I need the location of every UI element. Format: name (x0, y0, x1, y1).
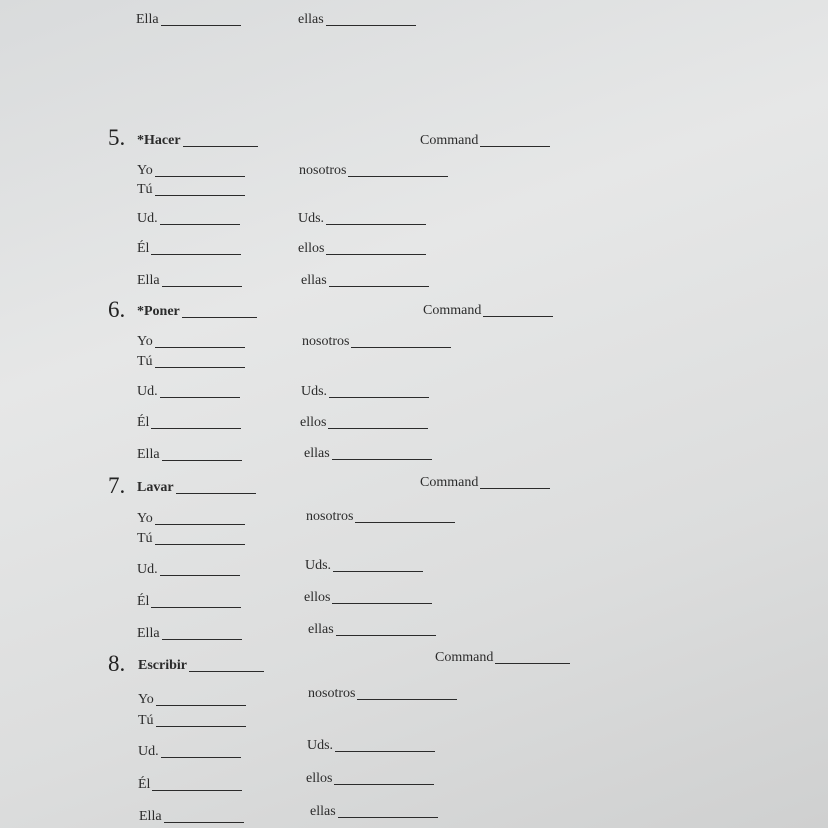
yo-row (137, 511, 245, 527)
verb-label: *Hacer (137, 133, 181, 148)
answer-blank[interactable] (338, 816, 438, 818)
el-row (137, 241, 241, 257)
section-number: 6. (108, 297, 126, 322)
answer-blank[interactable] (155, 543, 245, 545)
pronoun-label: ellas (308, 622, 334, 637)
answer-blank[interactable] (162, 285, 242, 287)
answer-blank[interactable] (151, 253, 241, 255)
verb-row (137, 480, 256, 496)
answer-blank[interactable] (334, 783, 434, 785)
command-row (420, 133, 550, 149)
answer-blank[interactable] (160, 396, 240, 398)
pronoun-label: ellas (301, 273, 327, 288)
answer-blank[interactable] (348, 175, 448, 177)
pronoun-label: Yo (138, 692, 154, 707)
pronoun-label: nosotros (299, 163, 347, 178)
answer-blank[interactable] (328, 427, 428, 429)
pronoun-label: ellos (300, 415, 327, 430)
section-number: 7. (108, 473, 126, 498)
command-blank[interactable] (495, 662, 570, 664)
pronoun-label: Yo (137, 511, 153, 526)
verb-blank[interactable] (189, 670, 264, 672)
command-row (435, 650, 570, 666)
ellas-row (301, 273, 429, 289)
pronoun-label: Él (137, 594, 150, 609)
top-ellas-row (298, 12, 416, 28)
verb-blank[interactable] (176, 492, 256, 494)
pronoun-label: Él (137, 241, 150, 256)
answer-blank[interactable] (329, 396, 429, 398)
answer-blank[interactable] (151, 427, 241, 429)
pronoun-label: Uds. (301, 384, 328, 399)
uds-row (301, 384, 429, 400)
answer-blank[interactable] (357, 698, 457, 700)
command-label: Command (435, 650, 494, 665)
nosotros-row (302, 334, 451, 350)
ud-row (137, 384, 240, 400)
ellas-row (308, 622, 436, 638)
answer-blank[interactable] (351, 346, 451, 348)
answer-blank[interactable] (161, 24, 241, 26)
pronoun-label: ellas (304, 446, 330, 461)
pronoun-label: Ella (136, 12, 159, 27)
pronoun-label: nosotros (302, 334, 350, 349)
answer-blank[interactable] (336, 634, 436, 636)
ella-row (137, 626, 242, 642)
ellos-row (304, 590, 432, 606)
verb-row (138, 658, 264, 674)
tu-row (137, 531, 245, 547)
ellas-row (304, 446, 432, 462)
pronoun-label: Uds. (298, 211, 325, 226)
el-row (138, 777, 242, 793)
answer-blank[interactable] (164, 821, 244, 823)
command-blank[interactable] (480, 487, 550, 489)
answer-blank[interactable] (152, 789, 242, 791)
ellos-row (300, 415, 428, 431)
pronoun-label: Uds. (307, 738, 334, 753)
answer-blank[interactable] (355, 521, 455, 523)
pronoun-label: ellas (298, 12, 324, 27)
command-blank[interactable] (480, 145, 550, 147)
tu-row (138, 713, 246, 729)
pronoun-label: ellos (304, 590, 331, 605)
nosotros-row (308, 686, 457, 702)
answer-blank[interactable] (326, 223, 426, 225)
answer-blank[interactable] (160, 223, 240, 225)
pronoun-label: Ud. (137, 384, 158, 399)
verb-label: *Poner (137, 304, 180, 319)
pronoun-label: Ella (137, 626, 160, 641)
ella-row (139, 809, 244, 825)
section-number: 5. (108, 125, 126, 150)
pronoun-label: Él (138, 777, 151, 792)
command-label: Command (423, 303, 482, 318)
pronoun-label: Ud. (137, 211, 158, 226)
nosotros-row (299, 163, 448, 179)
verb-blank[interactable] (182, 316, 257, 318)
verb-blank[interactable] (183, 145, 258, 147)
ellos-row (298, 241, 426, 257)
nosotros-row (306, 509, 455, 525)
pronoun-label: Ella (137, 273, 160, 288)
ellas-row (310, 804, 438, 820)
tu-row (137, 182, 245, 198)
pronoun-label: Ella (139, 809, 162, 824)
yo-row (137, 334, 245, 350)
answer-blank[interactable] (333, 570, 423, 572)
section-number: 8. (108, 651, 126, 676)
verb-label: Lavar (137, 480, 174, 495)
verb-row (137, 133, 258, 149)
pronoun-label: Tú (137, 354, 153, 369)
answer-blank[interactable] (161, 756, 241, 758)
yo-row (138, 692, 246, 708)
pronoun-label: Ud. (138, 744, 159, 759)
verb-label: Escribir (138, 658, 187, 673)
answer-blank[interactable] (156, 704, 246, 706)
answer-blank[interactable] (155, 366, 245, 368)
answer-blank[interactable] (335, 750, 435, 752)
command-row (423, 303, 553, 319)
yo-row (137, 163, 245, 179)
answer-blank[interactable] (326, 253, 426, 255)
command-row (420, 475, 550, 491)
el-row (137, 594, 241, 610)
ud-row (138, 744, 241, 760)
pronoun-label: Él (137, 415, 150, 430)
command-label: Command (420, 133, 479, 148)
tu-row (137, 354, 245, 370)
pronoun-label: ellos (306, 771, 333, 786)
pronoun-label: nosotros (306, 509, 354, 524)
pronoun-label: Tú (137, 531, 153, 546)
answer-blank[interactable] (151, 606, 241, 608)
answer-blank[interactable] (155, 175, 245, 177)
answer-blank[interactable] (332, 602, 432, 604)
ellos-row (306, 771, 434, 787)
ud-row (137, 211, 240, 227)
answer-blank[interactable] (162, 638, 242, 640)
answer-blank[interactable] (155, 194, 245, 196)
uds-row (298, 211, 426, 227)
command-blank[interactable] (483, 315, 553, 317)
answer-blank[interactable] (160, 574, 240, 576)
pronoun-label: Ud. (137, 562, 158, 577)
pronoun-label: Tú (137, 182, 153, 197)
answer-blank[interactable] (155, 523, 245, 525)
ud-row (137, 562, 240, 578)
answer-blank[interactable] (329, 285, 429, 287)
pronoun-label: nosotros (308, 686, 356, 701)
answer-blank[interactable] (156, 725, 246, 727)
answer-blank[interactable] (162, 459, 242, 461)
uds-row (307, 738, 435, 754)
verb-row (137, 304, 257, 320)
pronoun-label: Ella (137, 447, 160, 462)
pronoun-label: Uds. (305, 558, 332, 573)
pronoun-label: ellas (310, 804, 336, 819)
pronoun-label: ellos (298, 241, 325, 256)
el-row (137, 415, 241, 431)
pronoun-label: Yo (137, 163, 153, 178)
pronoun-label: Tú (138, 713, 154, 728)
command-label: Command (420, 475, 479, 490)
answer-blank[interactable] (326, 24, 416, 26)
pronoun-label: Yo (137, 334, 153, 349)
answer-blank[interactable] (332, 458, 432, 460)
uds-row (305, 558, 423, 574)
ella-row (137, 447, 242, 463)
top-ella-row (136, 12, 241, 28)
answer-blank[interactable] (155, 346, 245, 348)
ella-row (137, 273, 242, 289)
